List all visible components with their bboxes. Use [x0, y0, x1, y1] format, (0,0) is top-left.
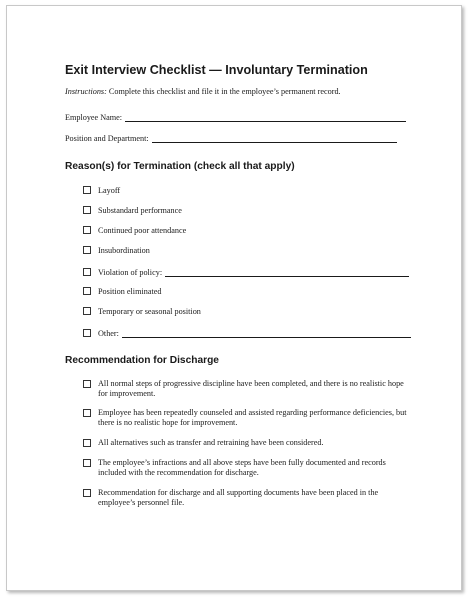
reasons-heading: Reason(s) for Termination (check all that apply): [65, 161, 295, 172]
recommendation-item-repeatedly-counseled[interactable]: [83, 408, 413, 427]
checkbox[interactable]: [83, 186, 91, 194]
reason-item-layoff[interactable]: [83, 186, 120, 195]
checkbox[interactable]: [83, 329, 91, 337]
employee-name-label: Employee Name:: [65, 113, 123, 122]
recommendation-text: All alternatives such as transfer and retraining have been considered.: [98, 438, 324, 447]
reason-item-other[interactable]: [83, 328, 411, 338]
position-department-label: Position and Department:: [65, 134, 149, 143]
recommendation-item-discipline-completed[interactable]: [83, 379, 413, 398]
instructions-text: Complete this checklist and file it in the employee’s permanent record.: [106, 87, 341, 96]
employee-name-field[interactable]: [65, 112, 406, 122]
reason-item-insubordination[interactable]: [83, 246, 150, 255]
reason-label: Violation of policy:: [98, 268, 163, 277]
checkbox[interactable]: [83, 268, 91, 276]
instructions-label: Instructions:: [65, 87, 107, 96]
reason-label: Insubordination: [98, 246, 150, 255]
reason-item-position-eliminated[interactable]: [83, 287, 161, 296]
checkbox[interactable]: [83, 246, 91, 254]
reason-label: Temporary or seasonal position: [98, 307, 201, 316]
checkbox[interactable]: [83, 226, 91, 234]
position-department-field[interactable]: [65, 133, 397, 143]
reason-item-poor-attendance[interactable]: [83, 226, 186, 235]
document-page: [6, 5, 462, 591]
recommendation-text: Recommendation for discharge and all supporting documents have been placed in the employee’s personnel file.: [98, 488, 379, 507]
recommendation-item-alternatives-considered[interactable]: [83, 438, 413, 448]
checkbox[interactable]: [83, 439, 91, 447]
reason-item-substandard-performance[interactable]: [83, 206, 182, 215]
checkbox[interactable]: [83, 459, 91, 467]
violation-of-policy-line[interactable]: [165, 267, 409, 277]
document-title: Exit Interview Checklist — Involuntary Termination: [65, 63, 368, 77]
reason-label: Other:: [98, 329, 119, 338]
checkbox[interactable]: [83, 307, 91, 315]
checkbox[interactable]: [83, 409, 91, 417]
checkbox[interactable]: [83, 489, 91, 497]
instructions: [65, 87, 341, 96]
recommendation-item-personnel-file[interactable]: [83, 488, 413, 507]
reason-label: Continued poor attendance: [98, 226, 187, 235]
recommendation-heading: Recommendation for Discharge: [65, 355, 219, 366]
reason-item-violation-of-policy[interactable]: [83, 267, 409, 277]
employee-name-line[interactable]: [125, 112, 406, 122]
reason-label: Layoff: [98, 186, 121, 195]
recommendation-text: Employee has been repeatedly counseled and assisted regarding performance deficiencies, but there is no realistic hope for improvement.: [98, 408, 407, 427]
recommendation-item-fully-documented[interactable]: [83, 458, 413, 477]
reason-label: Position eliminated: [98, 287, 162, 296]
recommendation-text: The employee’s infractions and all above steps have been fully documented and records included with the recommendation for discharge.: [98, 458, 386, 477]
position-department-line[interactable]: [152, 133, 397, 143]
other-reason-line[interactable]: [122, 328, 411, 338]
reason-item-temporary-seasonal[interactable]: [83, 307, 201, 316]
checkbox[interactable]: [83, 287, 91, 295]
checkbox[interactable]: [83, 380, 91, 388]
recommendation-text: All normal steps of progressive discipline have been completed, and there is no realistic hope for improvement.: [98, 379, 404, 398]
reason-label: Substandard performance: [98, 206, 182, 215]
checkbox[interactable]: [83, 206, 91, 214]
